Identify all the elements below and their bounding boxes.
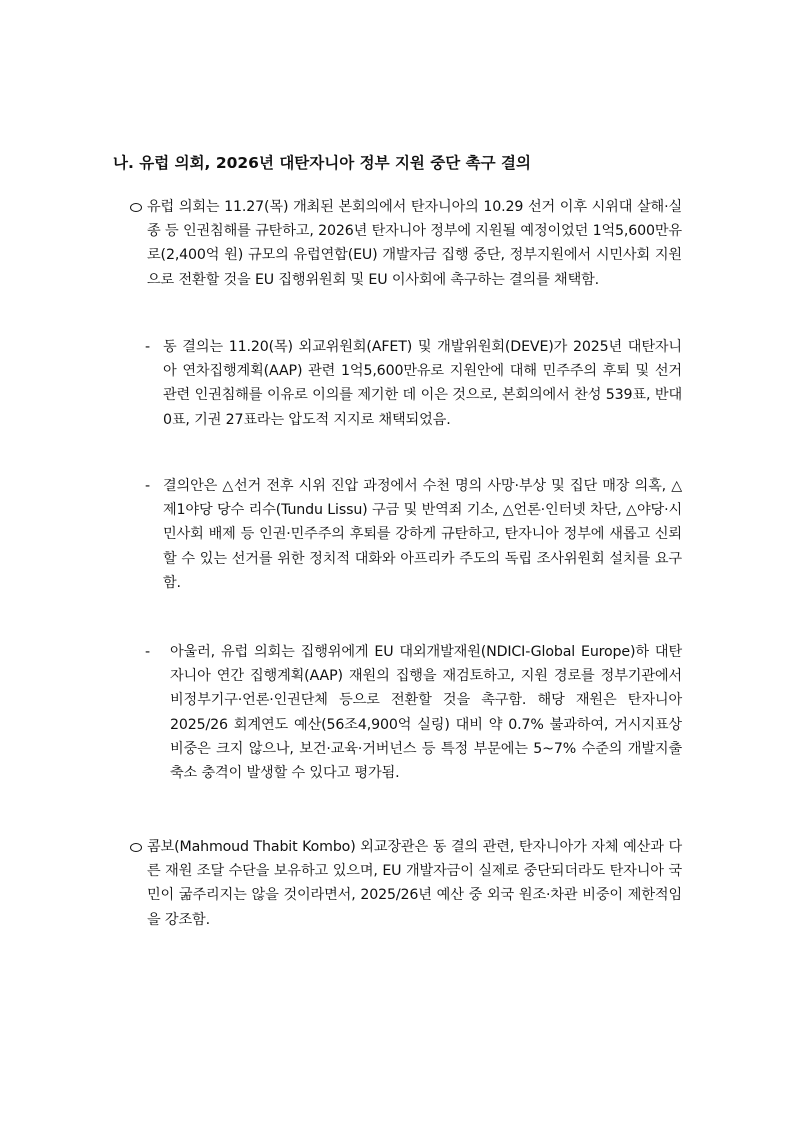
- circle-bullet-icon: [130, 843, 142, 852]
- dash-bullet: -: [145, 478, 151, 494]
- sub-bullet-text: 아울러, 유럽 의회는 집행위에게 EU 대외개발재원(NDICI-Global Europe)하 대탄자니아 연간 집행계획(AAP) 재원의 집행을 재검토하고, 지원 경로를 정부기관에서 비정부기구·언론·인권단체 등으로 전환할 것을 촉구함. 해당 재원은 탄자니아 2025/26 회계연도 예산(56조4,900억 실링) 대비 약 0.7% 불과하여, 거시지표상 비중은 크지 않으나, 보건·교육·거버넌스 등 특정 부문에는 5~7% 수준의 개발지출 축소 충격이 발생할 수 있다고 평가됨.: [170, 644, 682, 782]
- section-heading: 나. 유럽 의회, 2026년 대탄자니아 정부 지원 중단 촉구 결의: [113, 154, 531, 172]
- sub-bullet-text: 동 결의는 11.20(목) 외교위원회(AFET) 및 개발위원회(DEVE)가 2025년 대탄자니아 연차집행계획(AAP) 관련 1억5,600만유로 지원안에 대해 민주주의 후퇴 및 선거 관련 인권침해를 이유로 이의를 제기한 데 이은 것으로, 본회의에서 찬성 539표, 반대 0표, 기권 27표라는 압도적 지지로 채택되었음.: [163, 339, 682, 428]
- circle-bullet-icon: [130, 203, 142, 212]
- dash-bullet: -: [145, 644, 151, 660]
- sub-bullet-text: 결의안은 △선거 전후 시위 진압 과정에서 수천 명의 사망·부상 및 집단 매장 의혹, △제1야당 당수 리수(Tundu Lissu) 구금 및 반역죄 기소, △언론·인터넷 차단, △야당·시민사회 배제 등 인권·민주주의 후퇴를 강하게 규탄하고, 탄자니아 정부에 새롭고 신뢰할 수 있는 선거를 위한 정치적 대화와 아프리카 주도의 독립 조사위원회 설치를 요구함.: [163, 478, 682, 591]
- main-bullet-text: 콤보(Mahmoud Thabit Kombo) 외교장관은 동 결의 관련, 탄자니아가 자체 예산과 다른 재원 조달 수단을 보유하고 있으며, EU 개발자금이 실제로 중단되더라도 탄자니아 국민이 굶주리지는 않을 것이라면서, 2025/26년 예산 중 외국 원조·차관 비중이 제한적임을 강조함.: [147, 839, 682, 928]
- main-bullet-text: 유럽 의회는 11.27(목) 개최된 본회의에서 탄자니아의 10.29 선거 이후 시위대 살해·실종 등 인권침해를 규탄하고, 2026년 탄자니아 정부에 지원될 예정이었던 1억5,600만유로(2,400억 원) 규모의 유럽연합(EU) 개발자금 집행 중단, 정부지원에서 시민사회 지원으로 전환할 것을 EU 집행위원회 및 EU 이사회에 촉구하는 결의를 채택함.: [147, 199, 682, 288]
- dash-bullet: -: [145, 339, 151, 355]
